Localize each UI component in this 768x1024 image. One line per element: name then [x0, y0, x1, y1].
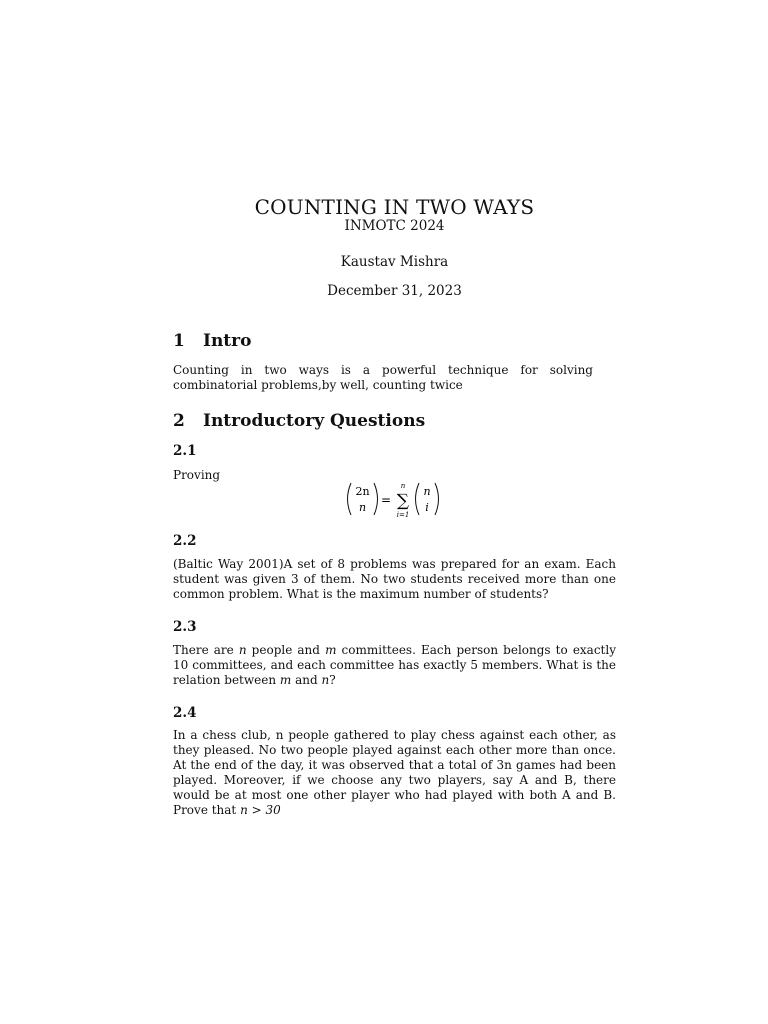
document-date: December 31, 2023: [327, 283, 462, 299]
text-run: In a chess club, n people gathered to play chess against each other, as they pleased. No two people played against each other more than once. At the end of the day, it was observed that a total of 3n games had been played. Moreover, if we choose any two players, say A and B, there would be at most one other player who had played with both A and B. Prove that: [173, 728, 616, 817]
math-expression: n > 30: [240, 803, 281, 817]
binom-top: n: [423, 485, 431, 498]
left-paren: [416, 483, 420, 515]
subsection-2-4-text: [173, 728, 616, 818]
binom-bottom: i: [425, 501, 429, 514]
section-number: 2: [173, 411, 185, 431]
binom-top: 2n: [355, 485, 370, 498]
text-run: committees. Each person belongs to exactly 10 committees, and each committee has exactly 5 members. What is the relation between: [173, 643, 617, 687]
section-number: 1: [173, 331, 185, 351]
subsection-2-1-text: Proving: [173, 468, 221, 482]
title-block: [173, 195, 616, 299]
binom-bottom: n: [358, 501, 367, 514]
text-run: people and: [246, 643, 326, 657]
right-paren: [374, 483, 378, 515]
left-paren: [348, 483, 352, 515]
binomial-sum-equation: [345, 480, 445, 522]
right-paren: [435, 483, 439, 515]
subsection-heading-2-3: 2.3: [173, 619, 197, 635]
section-heading-introductory-questions: [173, 411, 425, 431]
document-author: Kaustav Mishra: [340, 254, 449, 270]
sum-upper-limit: n: [400, 482, 406, 490]
section-heading-intro: [173, 331, 251, 351]
subsection-heading-2-1: 2.1: [173, 443, 197, 459]
subsection-heading-2-4: 2.4: [173, 705, 197, 721]
document-title: COUNTING IN TWO WAYS: [254, 195, 535, 219]
subsection-2-2-text: (Baltic Way 2001)A set of 8 problems was prepared for an exam. Each student was given 3 of them. No two students received more than one common problem. What is the maximum number of students?: [173, 557, 616, 601]
section-title: Intro: [203, 331, 252, 351]
subsection-heading-2-2: 2.2: [173, 533, 197, 549]
math-variable: m: [325, 643, 337, 657]
intro-paragraph: Counting in two ways is a powerful technique for solving combinatorial problems,by well, counting twice: [173, 363, 593, 392]
text-run: and: [291, 673, 322, 687]
sum-lower-limit: i=1: [396, 511, 410, 519]
math-variable: n: [238, 643, 247, 657]
sum-symbol: ∑: [396, 491, 410, 511]
equals-sign: =: [380, 493, 392, 507]
math-variable: m: [279, 673, 292, 687]
text-run: ?: [329, 673, 336, 687]
section-title: Introductory Questions: [203, 411, 426, 431]
document-subtitle: INMOTC 2024: [344, 218, 445, 234]
text-run: There are: [173, 643, 239, 657]
subsection-2-3-text: [173, 643, 616, 688]
math-variable: n: [321, 673, 330, 687]
